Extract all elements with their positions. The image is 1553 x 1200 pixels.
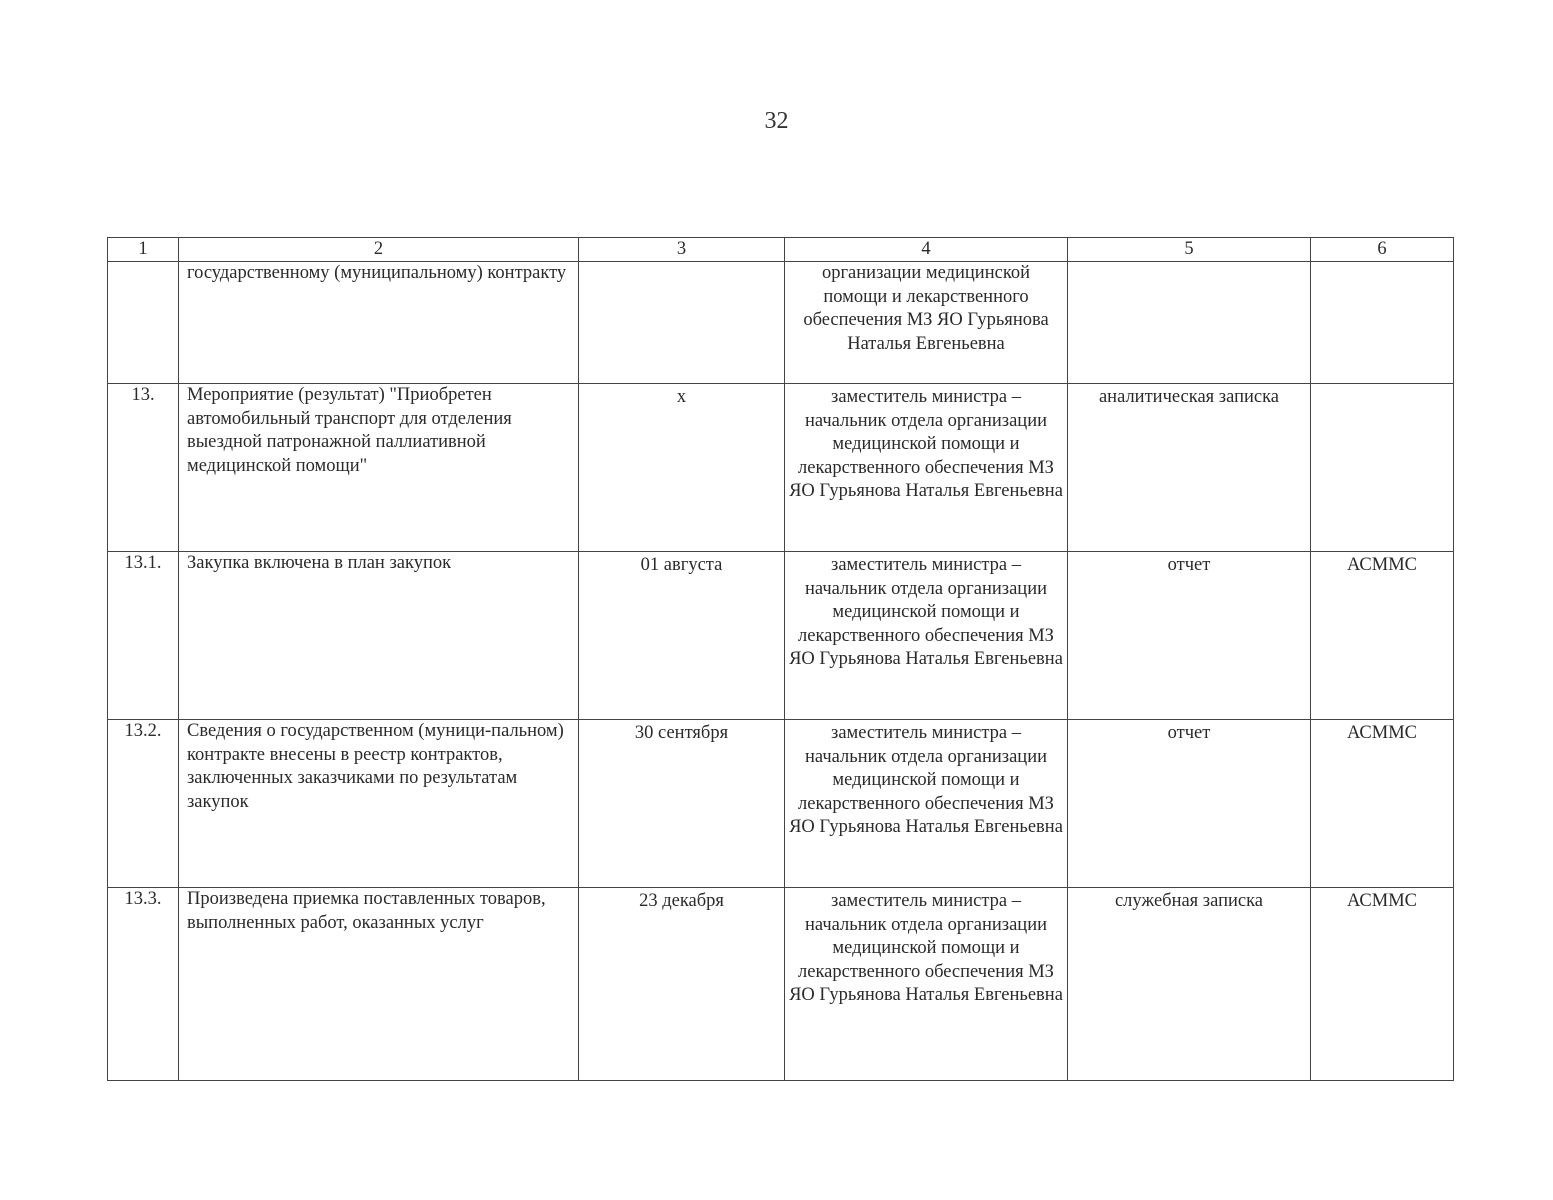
cell-document: аналитическая записка bbox=[1068, 384, 1311, 552]
cell-responsible: организации медицинской помощи и лекарственного обеспечения МЗ ЯО Гурьянова Наталья Евгеньевна bbox=[785, 262, 1068, 384]
table-row bbox=[108, 552, 1454, 720]
cell-date: 30 сентября bbox=[579, 720, 785, 888]
header-row bbox=[108, 238, 1454, 262]
cell-responsible: заместитель министра – начальник отдела организации медицинской помощи и лекарственного обеспечения МЗ ЯО Гурьянова Наталья Евгеньевна bbox=[785, 552, 1068, 720]
cell-system bbox=[1311, 262, 1454, 384]
cell-responsible: заместитель министра – начальник отдела организации медицинской помощи и лекарственного обеспечения МЗ ЯО Гурьянова Наталья Евгеньевна bbox=[785, 888, 1068, 1081]
table-body bbox=[108, 262, 1454, 1081]
cell-responsible: заместитель министра – начальник отдела организации медицинской помощи и лекарственного обеспечения МЗ ЯО Гурьянова Наталья Евгеньевна bbox=[785, 720, 1068, 888]
header-col-2: 2 bbox=[179, 238, 579, 262]
cell-responsible: заместитель министра – начальник отдела организации медицинской помощи и лекарственного обеспечения МЗ ЯО Гурьянова Наталья Евгеньевна bbox=[785, 384, 1068, 552]
header-col-3: 3 bbox=[579, 238, 785, 262]
header-col-5: 5 bbox=[1068, 238, 1311, 262]
table-row-continued bbox=[108, 262, 1454, 384]
cell-num: 13.1. bbox=[108, 552, 179, 720]
cell-document: служебная записка bbox=[1068, 888, 1311, 1081]
cell-num bbox=[108, 262, 179, 384]
cell-system: АСММС bbox=[1311, 720, 1454, 888]
cell-document bbox=[1068, 262, 1311, 384]
cell-document: отчет bbox=[1068, 552, 1311, 720]
cell-system: АСММС bbox=[1311, 552, 1454, 720]
header-col-4: 4 bbox=[785, 238, 1068, 262]
cell-date: 01 августа bbox=[579, 552, 785, 720]
cell-num: 13.3. bbox=[108, 888, 179, 1081]
cell-name: государственному (муниципальному) контракту bbox=[179, 262, 579, 384]
header-col-6: 6 bbox=[1311, 238, 1454, 262]
header-col-1: 1 bbox=[108, 238, 179, 262]
table-row bbox=[108, 720, 1454, 888]
table-row bbox=[108, 384, 1454, 552]
cell-date bbox=[579, 262, 785, 384]
table-row bbox=[108, 888, 1454, 1081]
cell-date: 23 декабря bbox=[579, 888, 785, 1081]
cell-document: отчет bbox=[1068, 720, 1311, 888]
cell-num: 13.2. bbox=[108, 720, 179, 888]
cell-name: Произведена приемка поставленных товаров, выполненных работ, оказанных услуг bbox=[179, 888, 579, 1081]
cell-system: АСММС bbox=[1311, 888, 1454, 1081]
cell-name: Мероприятие (результат) "Приобретен автомобильный транспорт для отделения выездной патронажной паллиативной медицинской помощи" bbox=[179, 384, 579, 552]
cell-date: x bbox=[579, 384, 785, 552]
cell-system bbox=[1311, 384, 1454, 552]
table-header bbox=[108, 238, 1454, 262]
cell-name: Закупка включена в план закупок bbox=[179, 552, 579, 720]
page-number: 32 bbox=[764, 108, 789, 134]
plan-table bbox=[107, 237, 1454, 1081]
cell-num: 13. bbox=[108, 384, 179, 552]
cell-name: Сведения о государственном (муници-пальном) контракте внесены в реестр контрактов, заключенных заказчиками по результатам закупок bbox=[179, 720, 579, 888]
